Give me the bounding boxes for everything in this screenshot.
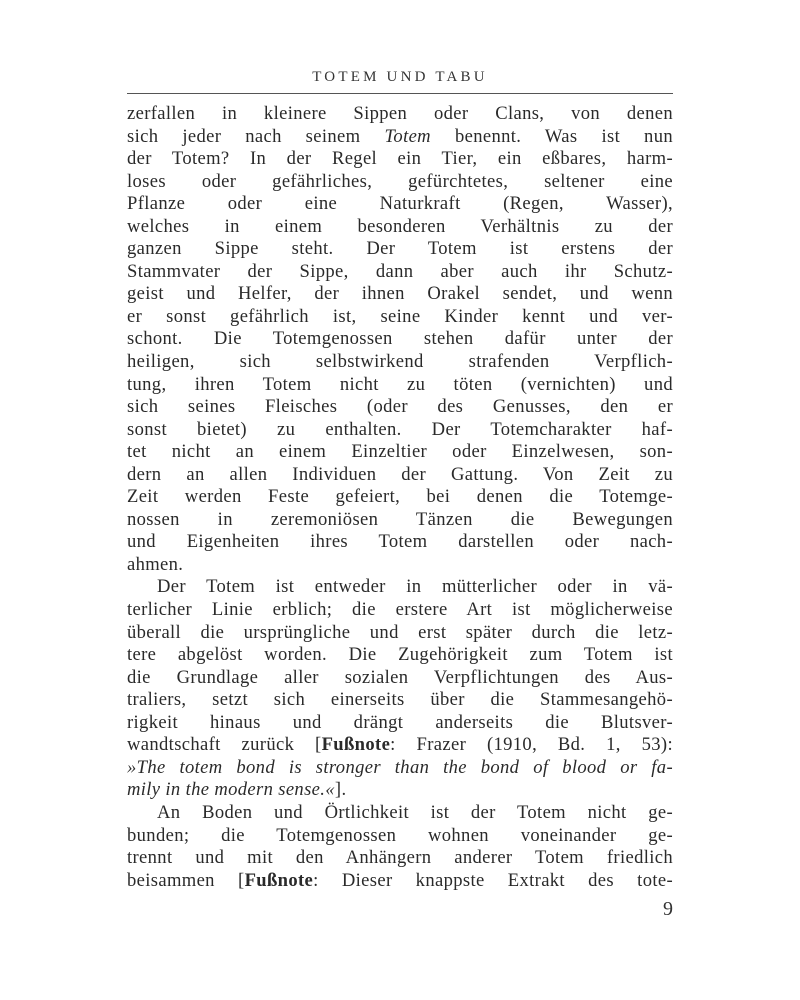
text-segment: schont. Die Totemgenossen stehen dafür unter der xyxy=(127,328,673,350)
text-segment: geist und Helfer, der ihnen Orakel sendet, und wenn xyxy=(127,283,673,305)
text-line xyxy=(127,283,673,306)
text-segment: heiligen, sich selbstwirkend strafenden Verpflich- xyxy=(127,351,673,373)
text-line xyxy=(127,622,673,645)
text-line xyxy=(127,351,673,374)
text-segment: wandtschaft zurück [ xyxy=(127,734,322,756)
text-segment: : Dieser knappste Extrakt des tote- xyxy=(313,869,673,891)
text-line xyxy=(127,216,673,239)
text-segment: die Grundlage aller sozialen Verpflichtungen des Aus- xyxy=(127,666,673,688)
text-line xyxy=(127,599,673,622)
text-line xyxy=(127,802,673,825)
text-segment: beisammen [ xyxy=(127,869,245,891)
text-line xyxy=(127,328,673,351)
text-segment: ganzen Sippe steht. Der Totem ist erstens der xyxy=(127,238,673,260)
text-line xyxy=(127,103,673,126)
text-segment: tere abgelöst worden. Die Zugehörigkeit zum Totem ist xyxy=(127,644,673,666)
text-line xyxy=(127,441,673,464)
header-rule xyxy=(127,93,673,94)
text-segment: bunden; die Totemgenossen wohnen voneinander ge- xyxy=(127,824,673,846)
text-line xyxy=(127,306,673,329)
text-line xyxy=(127,193,673,216)
text-line xyxy=(127,148,673,171)
text-segment: benennt. Was ist nun xyxy=(430,125,673,147)
text-line xyxy=(127,644,673,667)
text-line xyxy=(127,486,673,509)
text-line xyxy=(127,126,673,149)
text-segment: An Boden und Örtlichkeit ist der Totem nicht ge- xyxy=(157,801,673,823)
text-segment: nossen in zeremoniösen Tänzen die Bewegungen xyxy=(127,508,673,530)
text-segment: er sonst gefährlich ist, seine Kinder kennt und ver- xyxy=(127,305,673,327)
body-text xyxy=(127,103,673,892)
text-segment: Stammvater der Sippe, dann aber auch ihr Schutz- xyxy=(127,260,673,282)
text-segment: rigkeit hinaus und drängt anderseits die Blutsver- xyxy=(127,711,673,733)
text-line xyxy=(127,238,673,261)
text-segment: sich seines Fleisches (oder des Genusses, den er xyxy=(127,396,673,418)
text-segment: sonst bietet) zu enthalten. Der Totemcharakter haf- xyxy=(127,418,673,440)
text-line xyxy=(127,261,673,284)
text-line xyxy=(127,531,673,554)
text-segment: überall die ursprüngliche und erst später durch die letz- xyxy=(127,621,673,643)
text-segment: Pflanze oder eine Naturkraft (Regen, Wasser), xyxy=(127,193,673,215)
text-line xyxy=(127,734,673,757)
text-segment: trennt und mit den Anhängern anderer Totem friedlich xyxy=(127,847,673,869)
text-line xyxy=(127,374,673,397)
italic-text: mily in the modern sense.« xyxy=(127,779,335,801)
text-line xyxy=(127,554,673,577)
text-segment: Zeit werden Feste gefeiert, bei denen die Totemge- xyxy=(127,486,673,508)
text-segment: loses oder gefährliches, gefürchtetes, seltener eine xyxy=(127,170,673,192)
text-line xyxy=(127,464,673,487)
text-line xyxy=(127,419,673,442)
text-segment: der Totem? In der Regel ein Tier, ein eßbares, harm- xyxy=(127,148,673,170)
running-header: TOTEM UND TABU xyxy=(312,69,488,85)
text-segment: Der Totem ist entweder in mütterlicher oder in vä- xyxy=(157,576,673,598)
text-line xyxy=(127,825,673,848)
text-line xyxy=(127,870,673,893)
text-segment: traliers, setzt sich einerseits über die Stammesangehö- xyxy=(127,689,673,711)
text-segment: tet nicht an einem Einzeltier oder Einzelwesen, son- xyxy=(127,441,673,463)
text-line xyxy=(127,779,673,802)
text-line xyxy=(127,847,673,870)
italic-text: Totem xyxy=(384,125,431,147)
text-segment: sich jeder nach seinem xyxy=(127,125,385,147)
text-segment: terlicher Linie erblich; die erstere Art ist möglicherweise xyxy=(127,599,673,621)
text-line xyxy=(127,667,673,690)
text-line xyxy=(127,509,673,532)
text-line xyxy=(127,576,673,599)
text-line xyxy=(127,171,673,194)
text-segment: ahmen. xyxy=(127,553,184,575)
text-line xyxy=(127,757,673,780)
text-line xyxy=(127,689,673,712)
text-segment: welches in einem besonderen Verhältnis zu der xyxy=(127,215,673,237)
footnote-label: Fußnote xyxy=(321,734,391,756)
italic-text: »The totem bond is stronger than the bond of blood or fa- xyxy=(127,756,673,778)
text-segment: tung, ihren Totem nicht zu töten (vernichten) und xyxy=(127,373,673,395)
text-segment: ]. xyxy=(334,779,347,801)
text-segment: zerfallen in kleinere Sippen oder Clans, von denen xyxy=(127,103,673,124)
text-line xyxy=(127,396,673,419)
text-segment: und Eigenheiten ihres Totem darstellen oder nach- xyxy=(127,531,673,553)
page-number: 9 xyxy=(663,898,673,920)
text-segment: dern an allen Individuen der Gattung. Von Zeit zu xyxy=(127,463,673,485)
text-segment: : Frazer (1910, Bd. 1, 53): xyxy=(390,734,673,756)
text-line xyxy=(127,712,673,735)
footnote-label: Fußnote xyxy=(244,869,314,891)
